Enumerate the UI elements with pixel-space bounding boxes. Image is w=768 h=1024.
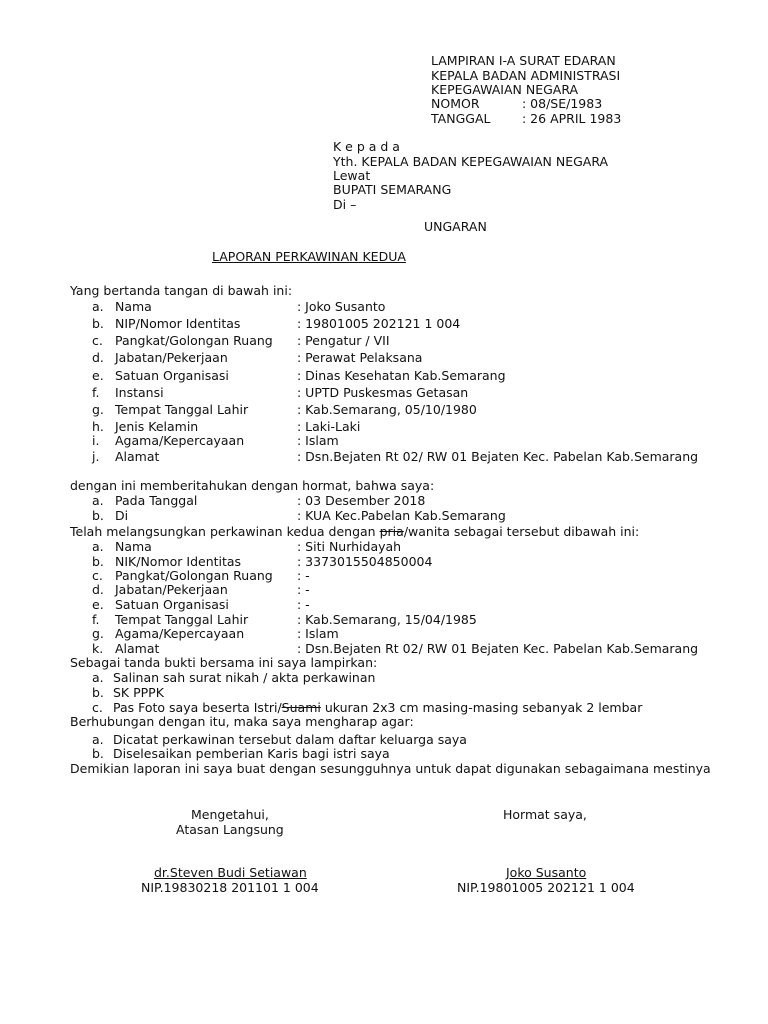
reporter-field-label: Instansi xyxy=(115,385,164,400)
spouse-field-marker: f. xyxy=(92,612,100,627)
nomor-label: NOMOR xyxy=(431,96,480,111)
reporter-field-label: Tempat Tanggal Lahir xyxy=(115,402,249,417)
sign-left-line-2: Atasan Langsung xyxy=(176,822,284,837)
spouse-field-value: : 3373015504850004 xyxy=(297,554,433,569)
spouse-field-marker: e. xyxy=(92,597,104,612)
married-post: /wanita sebagai tersebut dibawah ini: xyxy=(403,524,640,539)
intro-text: Yang bertanda tangan di bawah ini: xyxy=(70,283,293,298)
spouse-field-marker: a. xyxy=(92,539,104,554)
sign-left-line-1: Mengetahui, xyxy=(191,807,269,822)
spouse-field-marker: d. xyxy=(92,582,104,597)
request-text: Dicatat perkawinan tersebut dalam daftar keluarga saya xyxy=(113,732,467,747)
reporter-field-marker: h. xyxy=(92,419,104,434)
addressee-city: UNGARAN xyxy=(424,219,487,234)
attachment-c-struck: Suami xyxy=(281,700,321,715)
married-text xyxy=(70,525,639,539)
spouse-field-marker: g. xyxy=(92,626,104,641)
attachment-b-text: SK PPPK xyxy=(113,685,164,700)
spouse-field-marker: c. xyxy=(92,568,103,583)
request-marker: b. xyxy=(92,746,104,761)
reporter-field-marker: c. xyxy=(92,333,103,348)
request-text: Diselesaikan pemberian Karis bagi istri saya xyxy=(113,746,390,761)
event-field-label: Pada Tanggal xyxy=(115,493,198,508)
reporter-field-marker: d. xyxy=(92,350,104,365)
reporter-field-marker: j. xyxy=(92,449,100,464)
lampiran-line-2: KEPALA BADAN ADMINISTRASI xyxy=(431,68,621,83)
reporter-field-label: Agama/Kepercayaan xyxy=(115,433,245,448)
addressee-line-2: Lewat xyxy=(333,168,371,183)
closing-text: Demikian laporan ini saya buat dengan sesungguhnya untuk dapat digunakan sebagaimana mestinya xyxy=(70,761,711,776)
attachment-c-marker: c. xyxy=(92,700,103,715)
document-title: LAPORAN PERKAWINAN KEDUA xyxy=(212,249,406,264)
spouse-field-label: Nama xyxy=(115,539,152,554)
attach-intro: Sebagai tanda bukti bersama ini saya lampirkan: xyxy=(70,655,378,670)
spouse-field-value: : Islam xyxy=(297,626,339,641)
reporter-field-label: Jenis Kelamin xyxy=(115,419,199,434)
kepada: K e p a d a xyxy=(333,139,400,154)
reporter-field-marker: g. xyxy=(92,402,104,417)
reporter-field-label: Satuan Organisasi xyxy=(115,368,229,383)
notice-text: dengan ini memberitahukan dengan hormat, bahwa saya: xyxy=(70,478,435,493)
spouse-field-value: : - xyxy=(297,568,310,583)
lampiran-line-3: KEPEGAWAIAN NEGARA xyxy=(431,82,579,97)
reporter-field-marker: e. xyxy=(92,368,104,383)
spouse-field-value: : - xyxy=(297,597,310,612)
sign-right-nip: NIP.19801005 202121 1 004 xyxy=(457,880,635,895)
spouse-field-label: Jabatan/Pekerjaan xyxy=(115,582,228,597)
spouse-field-label: Tempat Tanggal Lahir xyxy=(115,612,249,627)
spouse-field-label: Satuan Organisasi xyxy=(115,597,229,612)
reporter-field-value: : Joko Susanto xyxy=(297,299,386,314)
reporter-field-marker: a. xyxy=(92,299,104,314)
event-field-marker: b. xyxy=(92,508,104,523)
sign-right-line-1: Hormat saya, xyxy=(503,807,587,822)
spouse-field-label: Pangkat/Golongan Ruang xyxy=(115,568,273,583)
reporter-field-label: Alamat xyxy=(115,449,160,464)
spouse-field-marker: k. xyxy=(92,641,104,656)
sign-right-name: Joko Susanto xyxy=(506,865,587,880)
addressee-line-1: Yth. KEPALA BADAN KEPEGAWAIAN NEGARA xyxy=(333,154,609,169)
reporter-field-value: : Laki-Laki xyxy=(297,419,361,434)
sign-left-nip: NIP.19830218 201101 1 004 xyxy=(141,880,319,895)
spouse-field-label: NIK/Nomor Identitas xyxy=(115,554,242,569)
event-field-marker: a. xyxy=(92,493,104,508)
addressee-line-3: BUPATI SEMARANG xyxy=(333,182,452,197)
reporter-field-label: Nama xyxy=(115,299,152,314)
reporter-field-marker: b. xyxy=(92,316,104,331)
attachment-c-text xyxy=(113,701,642,715)
reporter-field-value: : UPTD Puskesmas Getasan xyxy=(297,385,469,400)
spouse-field-label: Agama/Kepercayaan xyxy=(115,626,245,641)
sign-left-name: dr.Steven Budi Setiawan xyxy=(154,865,307,880)
attachment-b-marker: b. xyxy=(92,685,104,700)
lampiran-line-1: LAMPIRAN I-A SURAT EDARAN xyxy=(431,53,616,68)
request-intro: Berhubungan dengan itu, maka saya mengharap agar: xyxy=(70,714,414,729)
spouse-field-value: : - xyxy=(297,582,310,597)
reporter-field-value: : Islam xyxy=(297,433,339,448)
married-pre: Telah melangsungkan perkawinan kedua dengan xyxy=(70,524,380,539)
reporter-field-label: Jabatan/Pekerjaan xyxy=(115,350,228,365)
reporter-field-value: : 19801005 202121 1 004 xyxy=(297,316,461,331)
spouse-field-marker: b. xyxy=(92,554,104,569)
reporter-field-value: : Pengatur / VII xyxy=(297,333,390,348)
reporter-field-value: : Dsn.Bejaten Rt 02/ RW 01 Bejaten Kec. Pabelan Kab.Semarang xyxy=(297,449,699,464)
spouse-field-value: : Dsn.Bejaten Rt 02/ RW 01 Bejaten Kec. Pabelan Kab.Semarang xyxy=(297,641,699,656)
reporter-field-value: : Kab.Semarang, 05/10/1980 xyxy=(297,402,477,417)
nomor-value: : 08/SE/1983 xyxy=(522,96,603,111)
event-field-value: : 03 Desember 2018 xyxy=(297,493,426,508)
married-struck: pria xyxy=(379,524,404,539)
tanggal-value: : 26 APRIL 1983 xyxy=(522,111,622,126)
reporter-field-value: : Perawat Pelaksana xyxy=(297,350,423,365)
attachment-c-pre: Pas Foto saya beserta Istri/ xyxy=(113,700,282,715)
event-field-value: : KUA Kec.Pabelan Kab.Semarang xyxy=(297,508,506,523)
tanggal-label: TANGGAL xyxy=(431,111,491,126)
spouse-field-value: : Kab.Semarang, 15/04/1985 xyxy=(297,612,477,627)
attachment-c-post: ukuran 2x3 cm masing-masing sebanyak 2 lembar xyxy=(320,700,643,715)
request-marker: a. xyxy=(92,732,104,747)
spouse-field-value: : Siti Nurhidayah xyxy=(297,539,402,554)
reporter-field-value: : Dinas Kesehatan Kab.Semarang xyxy=(297,368,506,383)
reporter-field-marker: f. xyxy=(92,385,100,400)
addressee-line-4: Di – xyxy=(333,197,357,212)
reporter-field-marker: i. xyxy=(92,433,100,448)
spouse-field-label: Alamat xyxy=(115,641,160,656)
attachment-a-marker: a. xyxy=(92,670,104,685)
event-field-label: Di xyxy=(115,508,129,523)
reporter-field-label: Pangkat/Golongan Ruang xyxy=(115,333,273,348)
reporter-field-label: NIP/Nomor Identitas xyxy=(115,316,241,331)
attachment-a-text: Salinan sah surat nikah / akta perkawinan xyxy=(113,670,376,685)
